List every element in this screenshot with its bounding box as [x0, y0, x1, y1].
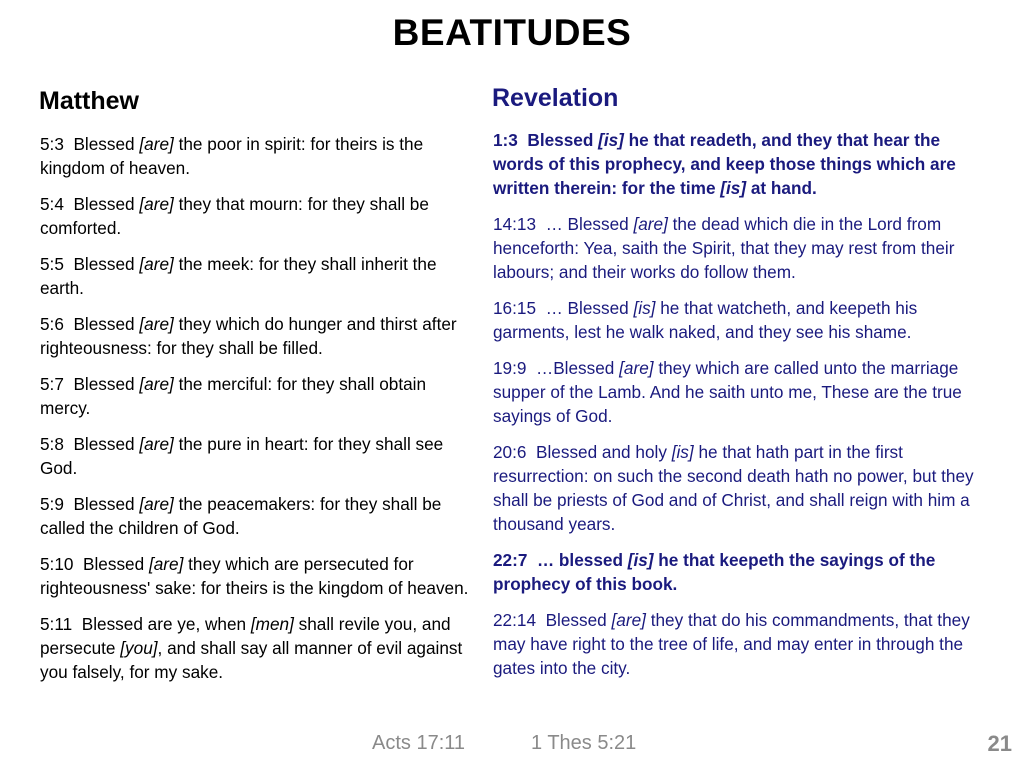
matthew-heading: Matthew [39, 87, 139, 115]
verse-text: they which are persecuted for righteousness' sake: for theirs is the kingdom of heaven. [40, 554, 469, 598]
verse-reference: 1:3 [493, 130, 518, 150]
verse-italic-word: [are] [139, 314, 174, 334]
verse-lead: Blessed [73, 254, 135, 274]
verse-reference: 5:3 [40, 134, 64, 154]
verse [40, 132, 472, 180]
verse-text: the poor in spirit: for theirs is the kingdom of heaven. [40, 134, 424, 178]
verse-reference: 14:13 [493, 214, 537, 234]
verse-text: he that keepeth the sayings of the prophecy of this book. [493, 550, 936, 594]
verse-reference: 22:14 [493, 610, 537, 630]
verse-lead: Blessed [73, 494, 135, 514]
verse-lead: Blessed [73, 314, 135, 334]
verse [493, 296, 983, 344]
verse-reference: 5:7 [40, 374, 64, 394]
verse-italic-word: [are] [139, 134, 174, 154]
verse-text: , and shall say all manner of evil against you falsely, for my sake. [40, 638, 463, 682]
verse-reference: 16:15 [493, 298, 537, 318]
verse-italic-word: [is] [627, 550, 654, 570]
verse-reference: 20:6 [493, 442, 527, 462]
verse-lead: …Blessed [536, 358, 615, 378]
verse [493, 440, 983, 536]
verse-italic-word: [are] [139, 434, 174, 454]
verse-reference: 5:8 [40, 434, 64, 454]
verse-reference: 22:7 [493, 550, 528, 570]
verse [493, 212, 983, 284]
verse-text: they that mourn: for they shall be comforted. [40, 194, 429, 238]
verse-text: he that watcheth, and keepeth his garments, lest he walk naked, and they see his shame. [493, 298, 918, 342]
verse [493, 128, 983, 200]
verse-text: the merciful: for they shall obtain mercy. [40, 374, 427, 418]
revelation-heading: Revelation [492, 84, 619, 112]
verse-italic-word: [are] [619, 358, 654, 378]
verse-lead: … Blessed [545, 214, 629, 234]
verse [493, 608, 983, 680]
verse-text: shall revile you, and persecute [40, 614, 451, 658]
verse-text: the pure in heart: for they shall see God. [40, 434, 444, 478]
verse-lead: Blessed [527, 130, 594, 150]
verse-italic-word: [are] [148, 554, 184, 574]
verse-italic-word: [is] [671, 442, 694, 462]
verse-reference: 5:4 [40, 194, 64, 214]
verse-reference: 19:9 [493, 358, 527, 378]
verse-lead: Blessed [73, 434, 135, 454]
slide-title: BEATITUDES [392, 12, 632, 53]
verse-italic-word: [is] [633, 298, 656, 318]
verse-text: the dead which die in the Lord from henceforth: Yea, saith the Spirit, that they may rest from their labours; and their works do follow them. [493, 214, 955, 282]
verse-reference: 5:10 [40, 554, 74, 574]
verse [40, 432, 472, 480]
verse [40, 492, 472, 540]
verse-text: the meek: for they shall inherit the earth. [40, 254, 437, 298]
verse-text: they which do hunger and thirst after righteousness: for they shall be filled. [40, 314, 457, 358]
verse-lead: Blessed [73, 134, 135, 154]
verse-reference: 5:11 [40, 614, 73, 634]
verse [40, 552, 472, 600]
verse-text: they that do his commandments, that they may have right to the tree of life, and may enter in through the gates into the city. [493, 610, 970, 678]
verse-lead: … blessed [536, 550, 623, 570]
verse-lead: Blessed [545, 610, 607, 630]
page-number: 21 [987, 731, 1012, 756]
verse-italic-word: [are] [611, 610, 646, 630]
verse [40, 312, 472, 360]
matthew-column [40, 132, 472, 696]
verse-text: they which are called unto the marriage supper of the Lamb. And he saith unto me, These are the true sayings of God. [493, 358, 962, 426]
verse [40, 372, 472, 420]
verse-italic-word: [is] [720, 178, 747, 198]
verse-reference: 5:9 [40, 494, 64, 514]
verse-lead: Blessed are ye, when [81, 614, 247, 634]
verse-italic-word: [are] [139, 194, 174, 214]
verse-italic-word: [you] [120, 638, 158, 658]
verse-italic-word: [are] [139, 374, 174, 394]
verse-lead: … Blessed [545, 298, 629, 318]
verse-text: he that hath part in the first resurrection: on such the second death hath no power, but they shall be priests of God and of Christ, and shall reign with him a thousand years. [493, 442, 974, 534]
verse-italic-word: [are] [139, 254, 174, 274]
footer-reference-acts: Acts 17:11 [372, 732, 466, 754]
revelation-column [493, 128, 983, 692]
verse [493, 356, 983, 428]
verse-lead: Blessed [73, 374, 135, 394]
verse-italic-word: [is] [598, 130, 624, 150]
verse-reference: 5:6 [40, 314, 64, 334]
verse-italic-word: [men] [250, 614, 294, 634]
verse-text: he that readeth, and they that hear the words of this prophecy, and keep those things which are written therein: for the time [493, 130, 956, 198]
verse-italic-word: [are] [633, 214, 668, 234]
verse [40, 192, 472, 240]
verse-italic-word: [are] [139, 494, 174, 514]
verse [40, 252, 472, 300]
verse [40, 612, 472, 684]
verse-text: the peacemakers: for they shall be called the children of God. [40, 494, 442, 538]
verse-text: at hand. [750, 178, 817, 198]
verse-lead: Blessed and holy [536, 442, 667, 462]
footer-reference-thessalonians: 1 Thes 5:21 [531, 732, 637, 754]
verse-reference: 5:5 [40, 254, 64, 274]
verse [493, 548, 983, 596]
verse-lead: Blessed [73, 194, 135, 214]
verse-lead: Blessed [83, 554, 145, 574]
